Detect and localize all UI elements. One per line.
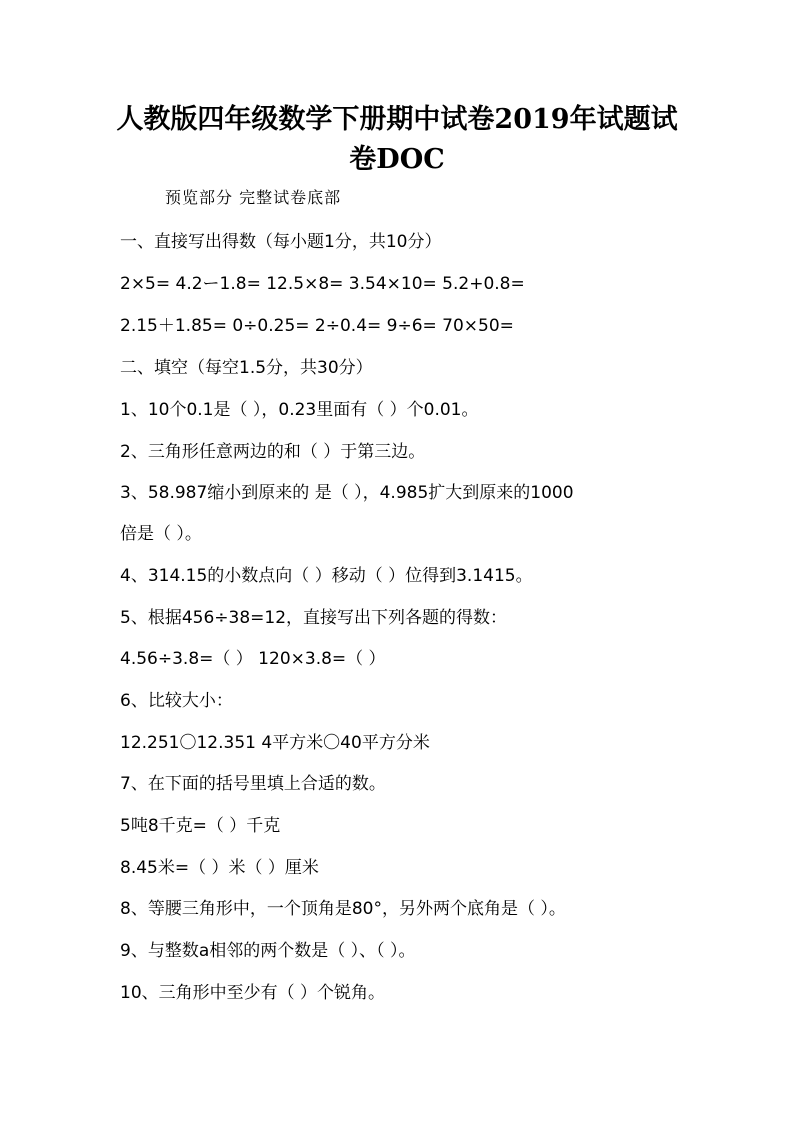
- text-line: 2.15＋1.85= 0÷0.25= 2÷0.4= 9÷6= 70×50=: [120, 316, 514, 336]
- text-line: 5、根据456÷38=12，直接写出下列各题的得数：: [120, 608, 508, 628]
- text-line: 2、三角形任意两边的和（ ）于第三边。: [120, 442, 426, 462]
- preview-note: 预览部分 完整试卷底部: [165, 188, 342, 207]
- page-title-line-2: 卷DOC: [349, 144, 445, 175]
- section-heading-2: 二、填空（每空1.5分，共30分）: [120, 358, 373, 378]
- page-title-line-1: 人教版四年级数学下册期中试卷2019年试题试: [116, 104, 678, 135]
- text-line: 8、等腰三角形中，一个顶角是80°，另外两个底角是（ ）。: [120, 899, 566, 919]
- text-line: 2×5= 4.2ー1.8= 12.5×8= 3.54×10= 5.2+0.8=: [120, 274, 525, 294]
- text-line: 4.56÷3.8=（ ） 120×3.8=（ ）: [120, 649, 386, 669]
- text-line: 1、10个0.1是（ ），0.23里面有（ ）个0.01。: [120, 400, 479, 420]
- text-line: 5吨8千克=（ ）千克: [120, 816, 281, 836]
- section-heading-1: 一、直接写出得数（每小题1分，共10分）: [120, 232, 442, 252]
- text-line: 4、314.15的小数点向（ ）移动（ ）位得到3.1415。: [120, 566, 533, 586]
- text-line: 9、与整数a相邻的两个数是（ ）、（ ）。: [120, 941, 416, 961]
- text-line: 3、58.987缩小到原来的 是（ ），4.985扩大到原来的1000: [120, 483, 574, 503]
- text-line: 7、在下面的括号里填上合适的数。: [120, 774, 386, 794]
- text-line: 12.251〇12.351 4平方米〇40平方分米: [120, 733, 430, 753]
- text-line: 6、比较大小：: [120, 691, 233, 711]
- text-line: 10、三角形中至少有（ ）个锐角。: [120, 983, 386, 1003]
- text-line: 倍是（ ）。: [120, 524, 202, 544]
- text-line: 8.45米=（ ）米（ ）厘米: [120, 858, 319, 878]
